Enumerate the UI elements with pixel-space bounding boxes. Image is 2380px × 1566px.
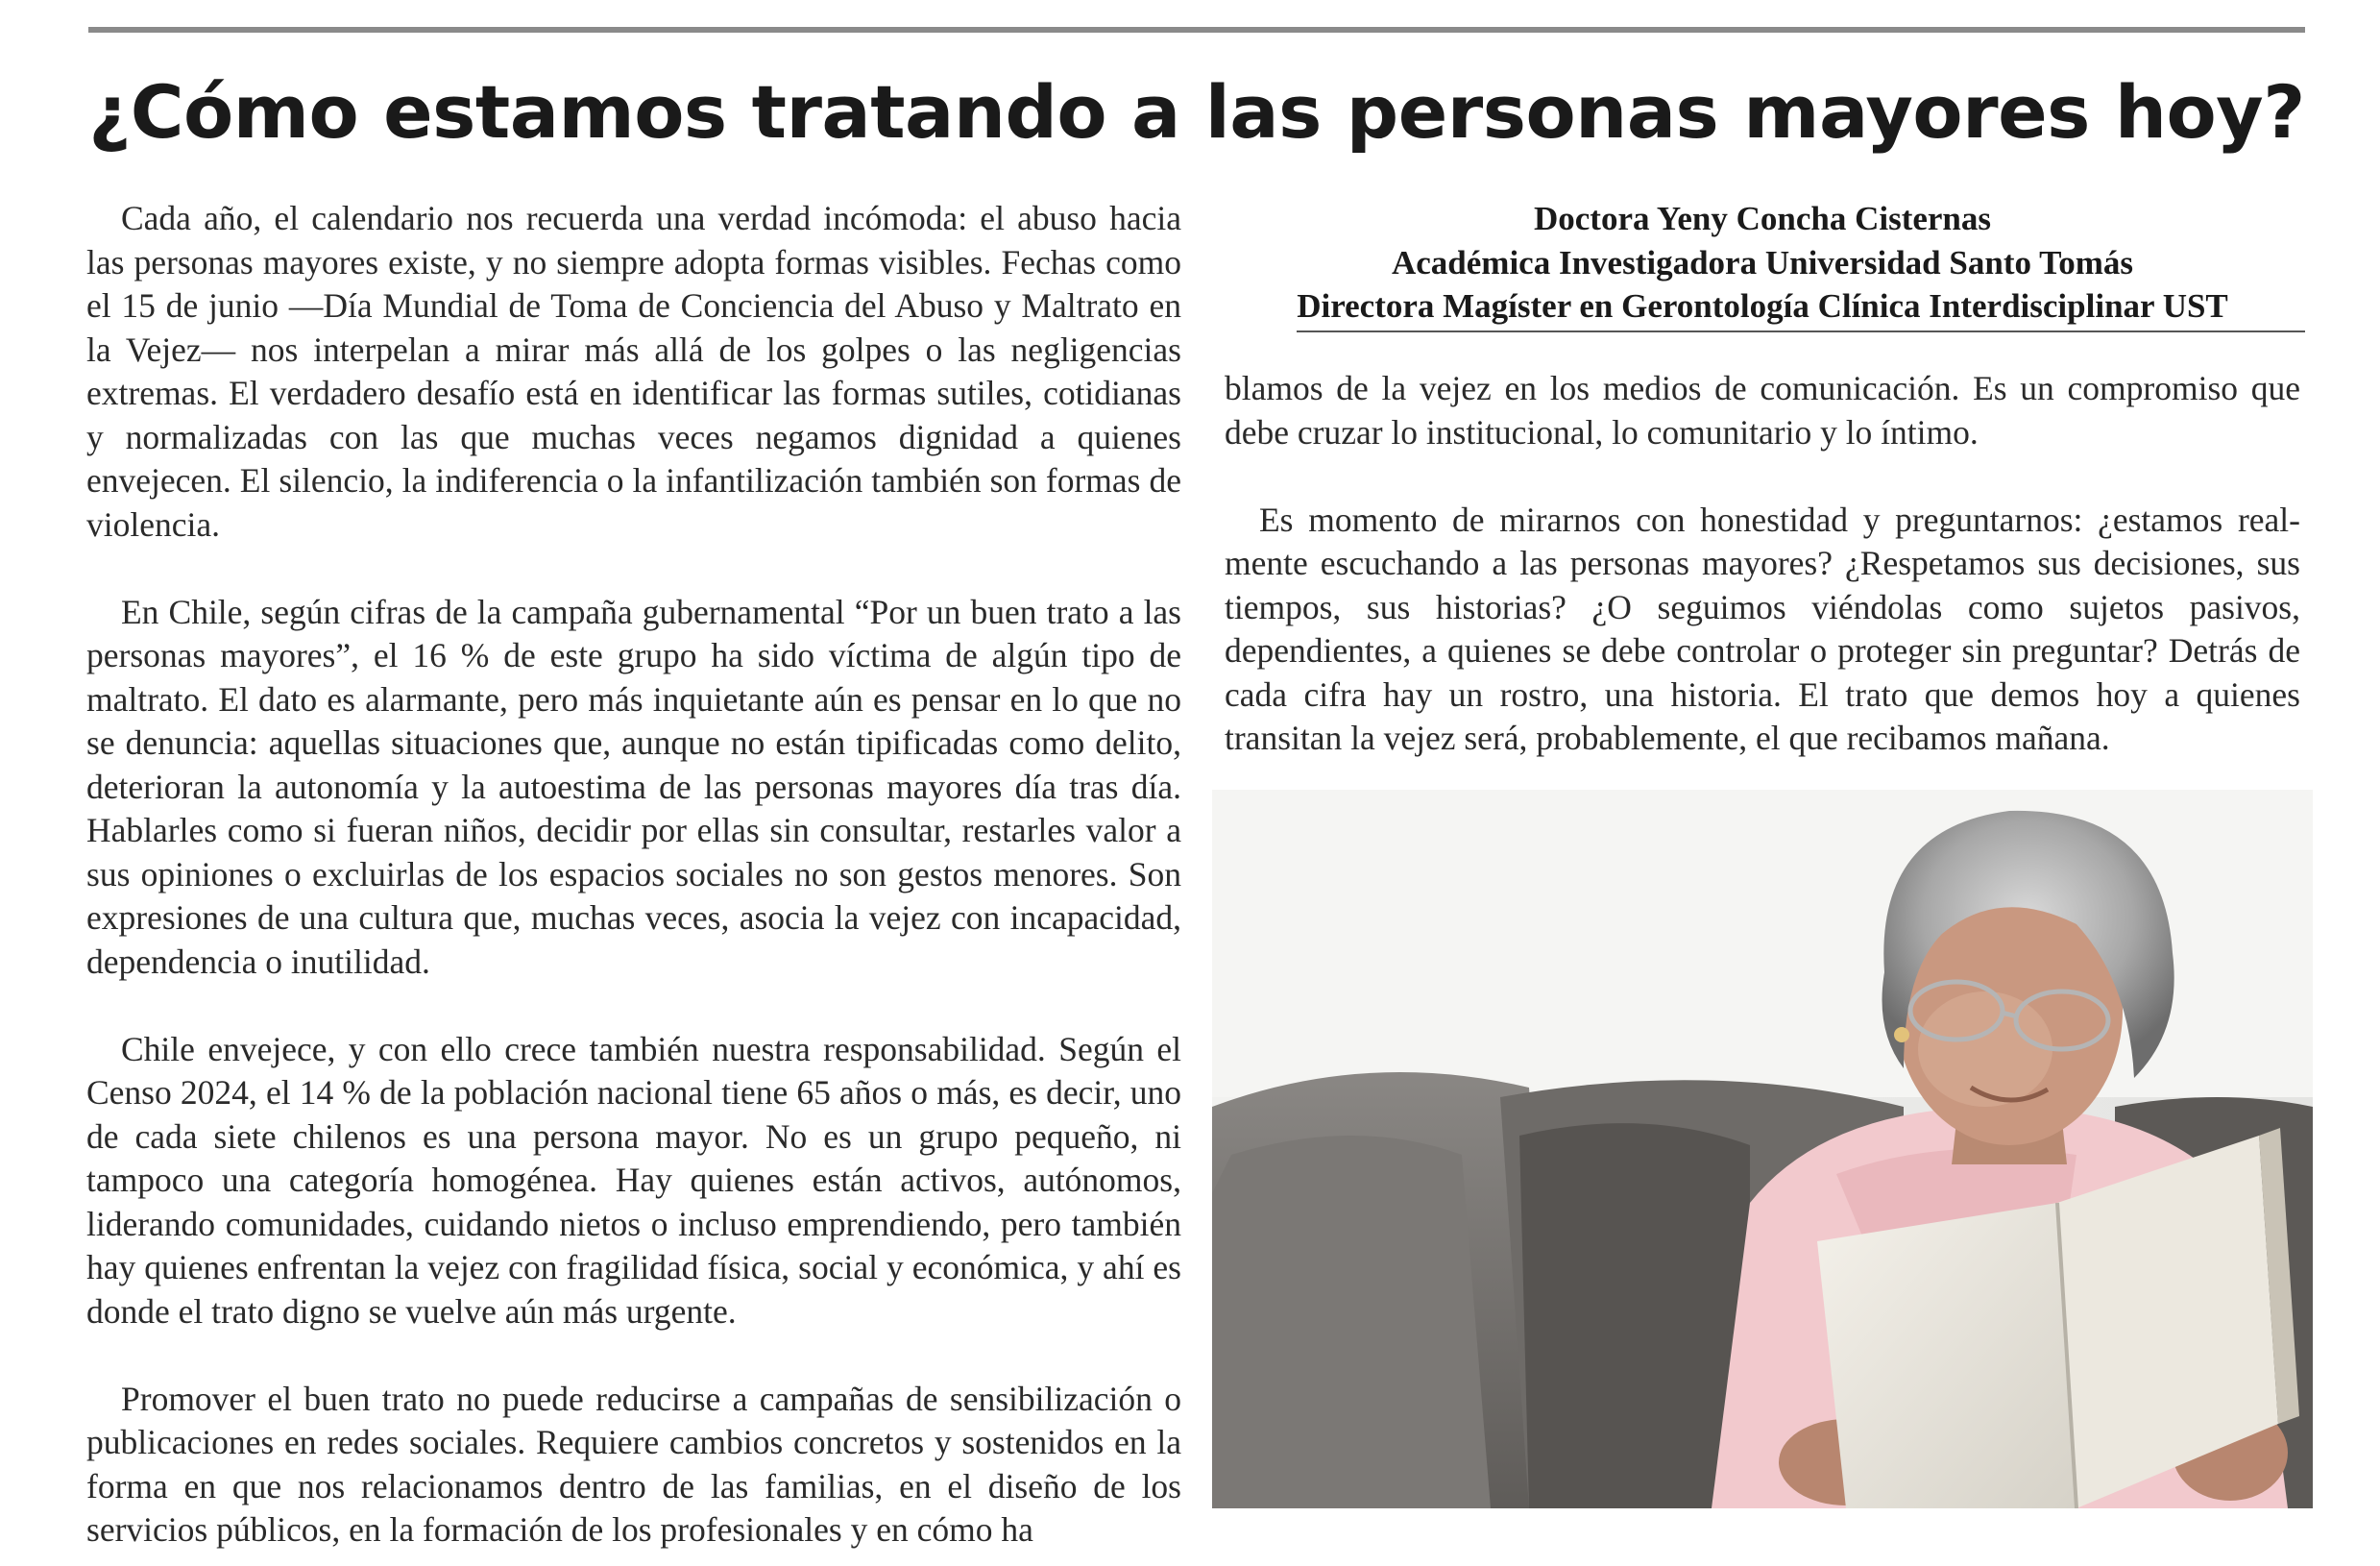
byline-underline [1297,330,2305,332]
paragraph-1: Cada año, el calendario nos recuerda una verdad incómoda: el abuso hacia las personas mayores existe, y no siempre adopta formas visibles. Fechas como el 15 de junio —Día Mundial de Toma de Conciencia del Abuso y Maltrato en la Vejez— nos interpelan a mirar más allá de los golpes o las negligencias extremas. El verdadero desafío está en identificar las formas sutiles, cotidianas y normalizadas con las que muchas veces negamos dignidad a quienes envejecen. El silencio, la indiferencia o la infantilización también son formas de violencia. [86,199,1181,544]
article-left-column [86,197,1181,1553]
headline: ¿Cómo estamos tratando a las personas mayores hoy? [88,69,2305,155]
paragraph-5: blamos de la vejez en los medios de comunicación. Es un compromiso que debe cruzar lo institucional, lo comunitario y lo íntimo. [1225,369,2300,452]
paragraph-2: En Chile, según cifras de la campaña gubernamental “Por un buen trato a las personas mayores”, el 16 % de este grupo ha sido víctima de algún tipo de maltrato. El dato es alarmante, pero más inquietante aún es pensar en lo que no se denuncia: aquellas situaciones que, aunque no están tipificadas como delito, deterioran la autonomía y la autoestima de las personas mayores día tras día. Hablarles como si fueran niños, decidir por ellas sin consultar, restarles valor a sus opiniones o excluirlas de los espacios sociales no son gestos menores. Son expresiones de una cultura que, muchas veces, asocia la vejez con incapacidad, dependencia o inutilidad. [86,592,1181,981]
author-name: Doctora Yeny Concha Cisternas [1533,200,1992,237]
paragraph-4: Promover el buen trato no puede reducirse a campañas de sensibilización o publicaciones en redes sociales. Requiere cambios concretos y sostenidos en la forma en que nos relacionamos dentro de las familias, en el diseño de los servicios públicos, en la formación de los profesionales y en cómo ha [86,1379,1181,1549]
author-position: Directora Magíster en Gerontología Clínica Interdisciplinar UST [1297,287,2228,325]
top-rule [88,27,2305,33]
paragraph-3: Chile envejece, y con ello crece también nuestra responsabilidad. Según el Censo 2024, el 14 % de la población nacional tiene 65 años o más, es decir, uno de cada siete chilenos es una persona mayor. No es un grupo pequeño, ni tampoco una categoría homogénea. Hay quienes están activos, autónomos, liderando comunidades, cuidando nietos o incluso emprendiendo, pero también hay quienes enfrentan la vejez con fragilidad física, social y económica, y ahí es donde el trato digno se vuelve aún más urgente. [86,1029,1181,1331]
article-right-column [1225,367,2300,804]
author-role: Académica Investigadora Universidad Santo Tomás [1391,243,2134,281]
article-photo [1212,790,2313,1508]
paragraph-6: Es momento de mirarnos con honestidad y preguntarnos: ¿estamos realmente escuchando a las personas mayores? ¿Respetamos sus decisiones, sus tiempos, sus historias? ¿O seguimos viéndolas como sujetos pasivos, dependientes, a quienes se debe controlar o proteger sin preguntar? Detrás de cada cifra hay un rostro, una historia. El trato que demos hoy a quienes transitan la vejez será, probablemente, el que recibamos mañana. [1225,500,2300,757]
author-byline [1225,197,2300,329]
